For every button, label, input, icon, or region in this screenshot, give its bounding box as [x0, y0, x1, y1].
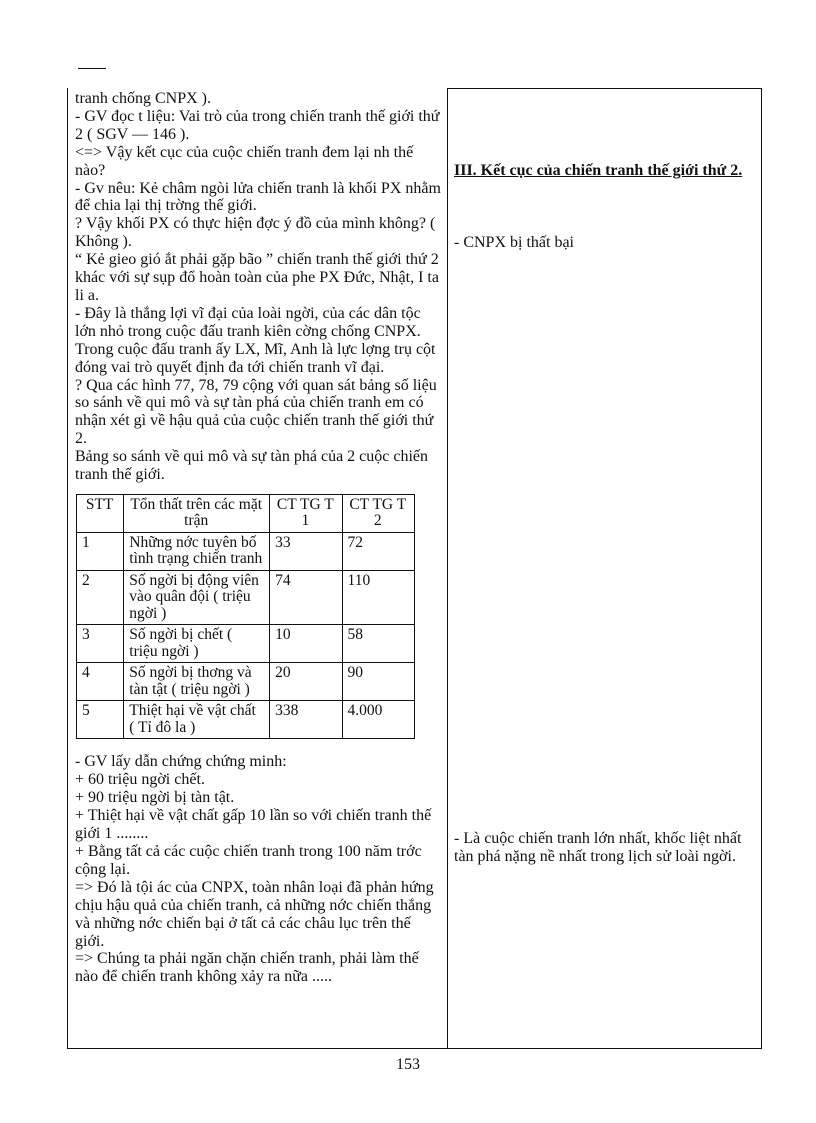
table-row [77, 532, 415, 570]
cell-loss: Thiệt hại về vật chất ( Tỉ đô la ) [124, 701, 270, 739]
frame-right-border [761, 88, 762, 1048]
cell-ww2: 58 [342, 625, 414, 663]
key-point: - Là cuộc chiến tranh lớn nhất, khốc liệt nhất tàn phá nặng nề nhất trong lịch sử loài ngời. [454, 830, 742, 865]
cell-stt: 4 [77, 663, 124, 701]
cell-ww2: 90 [342, 663, 414, 701]
table-row [77, 701, 415, 739]
teacher-activities-column [75, 90, 443, 1048]
cell-stt: 2 [77, 570, 124, 625]
table-row [77, 570, 415, 625]
header-rule [78, 68, 106, 69]
table-frame-top [447, 88, 762, 89]
cell-loss: Số ngời bị động viên vào quân đội ( triệu ngời ) [124, 570, 270, 625]
cell-ww1: 33 [270, 532, 342, 570]
paragraph: - GV lấy dẫn chứng chứng minh: [75, 753, 287, 771]
war-comparison-table [76, 494, 415, 740]
header-stt: STT [77, 494, 124, 532]
cell-ww1: 338 [270, 701, 342, 739]
cell-ww2: 110 [342, 570, 414, 625]
paragraph: => Chúng ta phải ngăn chặn chiến tranh, phải làm thế nào để chiến tranh không xảy ra nữa ..... [75, 950, 419, 986]
column-divider [447, 88, 448, 1048]
page-number: 153 [396, 1056, 420, 1073]
cell-ww2: 72 [342, 532, 414, 570]
paragraph: + Bằng tất cả các cuộc chiến tranh trong 100 năm trớc cộng lại. [75, 842, 422, 878]
paragraph: - Đây là thắng lợi vĩ đại của loài ngời, của các dân tộc lớn nhỏ trong cuộc đấu tranh kiên cờng chống CNPX. Trong cuộc đấu tranh ấy LX, Mĩ, Anh là lực lợng trụ cột đóng vai trò quyết định đa tới chiến tranh vĩ đại. [75, 304, 436, 376]
header-ww2: CT TG T 2 [342, 494, 414, 532]
header-losses: Tổn thất trên các mặt trận [124, 494, 270, 532]
paragraph: - GV đọc t liệu: Vai trò của trong chiến tranh thế giới thứ 2 ( SGV — 146 ). [75, 107, 440, 143]
paragraph: <=> Vậy kết cục của cuộc chiến tranh đem lại nh thế nào? [75, 143, 414, 179]
cell-loss: Những nớc tuyên bố tình trạng chiến tranh [124, 532, 270, 570]
paragraph: => Đó là tội ác của CNPX, toàn nhân loại đã phản hứng chịu hậu quả của chiến tranh, cả những nớc chiến thắng và những nớc chiến bại ở tất cả các châu lục trên thế giới. [75, 878, 434, 950]
cell-ww2: 4.000 [342, 701, 414, 739]
frame-left-border [67, 88, 68, 1048]
section-title: III. Kết cục của chiến tranh thế giới thứ 2. [454, 162, 743, 179]
cell-ww1: 10 [270, 625, 342, 663]
cell-stt: 3 [77, 625, 124, 663]
paragraph: + 90 triệu ngời bị tàn tật. [75, 789, 235, 807]
cell-stt: 1 [77, 532, 124, 570]
cell-stt: 5 [77, 701, 124, 739]
table-row [77, 663, 415, 701]
key-point: - CNPX bị thất bại [454, 234, 574, 251]
cell-loss: Số ngời bị thơng và tàn tật ( triệu ngời ) [124, 663, 270, 701]
table-frame-bottom [67, 1048, 762, 1049]
cell-ww1: 20 [270, 663, 342, 701]
paragraph: - Gv nêu: Kẻ châm ngòi lửa chiến tranh là khối PX nhằm để chia lại thị trờng thế giới. [75, 179, 441, 215]
cell-loss: Số ngời bị chết ( triệu ngời ) [124, 625, 270, 663]
paragraph: Bảng so sánh về qui mô và sự tàn phá của 2 cuộc chiến tranh thế giới. [75, 448, 429, 484]
header-ww1: CT TG T 1 [270, 494, 342, 532]
paragraph: ? Vậy khối PX có thực hiện đợc ý đồ của mình không? ( Không ). [75, 215, 436, 251]
paragraph: tranh chống CNPX ). [75, 90, 211, 107]
paragraph: + Thiệt hại về vật chất gấp 10 lần so với chiến tranh thế giới 1 ........ [75, 807, 432, 843]
paragraph: ? Qua các hình 77, 78, 79 cộng với quan sát bảng số liệu so sánh về qui mô và sự tàn phá của chiến tranh em có nhận xét gì về hậu quả của cuộc chiến tranh thế giới thứ 2. [75, 376, 437, 448]
cell-ww1: 74 [270, 570, 342, 625]
paragraph: + 60 triệu ngời chết. [75, 771, 205, 789]
paragraph: “ Kẻ gieo gió ắt phải gặp bão ” chiến tranh thế giới thứ 2 khác với sự sụp đổ hoàn toàn của phe PX Đức, Nhật, I ta li a. [75, 251, 439, 304]
table-header-row [77, 494, 415, 532]
table-row [77, 625, 415, 663]
